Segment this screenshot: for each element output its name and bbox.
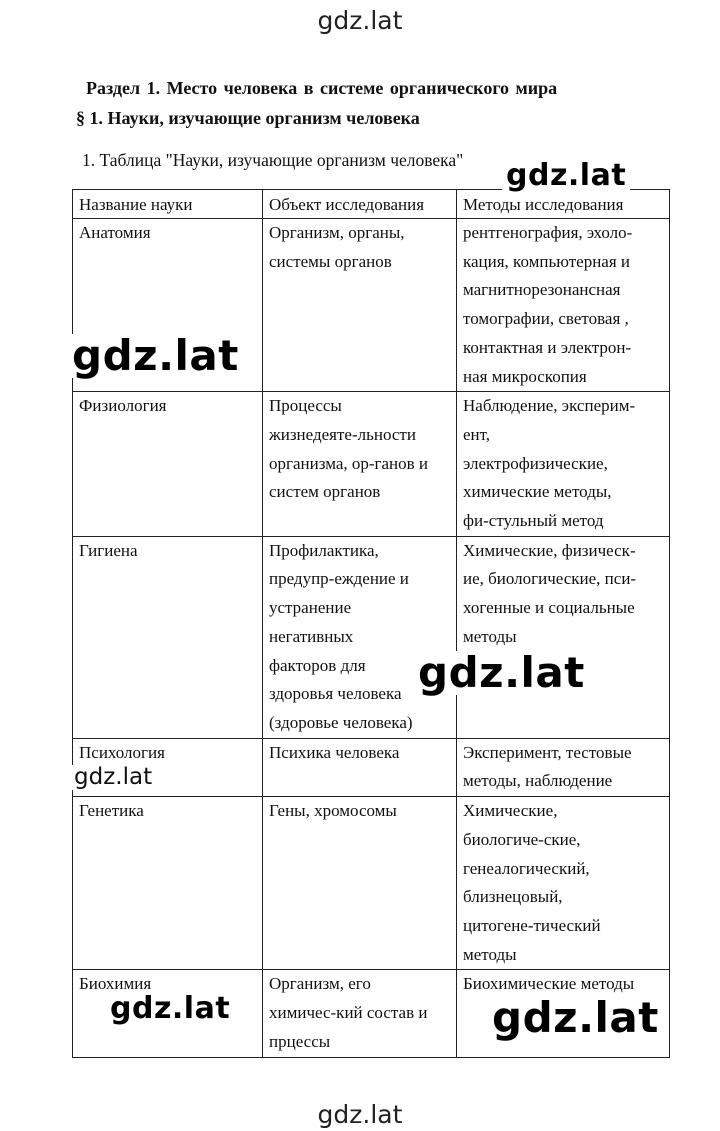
- column-header-methods: Методы исследования: [457, 190, 670, 219]
- table-header-row: [73, 190, 670, 219]
- table-row: [73, 392, 670, 537]
- science-name-cell: Физиология: [73, 392, 263, 537]
- paragraph-title: § 1. Науки, изучающие организм человека: [76, 108, 420, 128]
- science-name-cell: Генетика: [73, 797, 263, 970]
- research-object-cell: Гены, хромосомы: [263, 797, 457, 970]
- table-row: [73, 797, 670, 970]
- watermark-overlay: gdz.lat: [414, 651, 589, 695]
- watermark-overlay: gdz.lat: [502, 160, 630, 192]
- research-object-cell: Процессы жизнедеяте-льности организма, ор-ганов и систем органов: [263, 392, 457, 537]
- research-methods-cell: Химические, биологиче-ские, генеалогический, близнецовый, цитогене-тический методы: [457, 797, 670, 970]
- watermark-bottom: gdz.lat: [317, 1100, 403, 1129]
- table-row: [73, 536, 670, 738]
- section-title: Раздел 1. Место человека в системе органического мира: [86, 78, 558, 98]
- research-object-cell: Организм, органы, системы органов: [263, 219, 457, 392]
- research-methods-cell: Химические, физическ- ие, биологические, пси- хогенные и социальные методы: [457, 536, 670, 738]
- watermark-overlay: gdz.lat: [106, 993, 234, 1025]
- research-methods-cell: Биохимические методы: [457, 970, 670, 1058]
- column-header-science: Название науки: [73, 190, 263, 219]
- science-name-cell: Психология: [73, 738, 263, 796]
- research-methods-cell: рентгенография, эхоло- кация, компьютерная и магнитнорезонансная томографии, световая , контактная и электрон- ная микроскопия: [457, 219, 670, 392]
- watermark-overlay: gdz.lat: [74, 764, 153, 790]
- research-methods-cell: Эксперимент, тестовые методы, наблюдение: [457, 738, 670, 796]
- research-methods-cell: Наблюдение, эксперим- ент, электрофизические, химические методы, фи-стульный метод: [457, 392, 670, 537]
- table-row: [73, 738, 670, 796]
- column-header-object: Объект исследования: [263, 190, 457, 219]
- research-object-cell: Профилактика, предупр-еждение и устранение негативных факторов для здоровья человека (здоровье человека): [263, 536, 457, 738]
- watermark-top: gdz.lat: [317, 6, 403, 35]
- science-name-cell: Гигиена: [73, 536, 263, 738]
- sciences-table: [72, 189, 670, 1058]
- research-object-cell: Психика человека: [263, 738, 457, 796]
- science-name-cell: Анатомия: [73, 219, 263, 392]
- science-name-cell: Биохимия: [73, 970, 263, 1058]
- watermark-overlay: gdz.lat: [68, 334, 243, 378]
- table-caption: 1. Таблица "Науки, изучающие организм человека": [82, 150, 464, 170]
- watermark-overlay: gdz.lat: [488, 996, 663, 1040]
- research-object-cell: Организм, его химичес-кий состав и прцессы: [263, 970, 457, 1058]
